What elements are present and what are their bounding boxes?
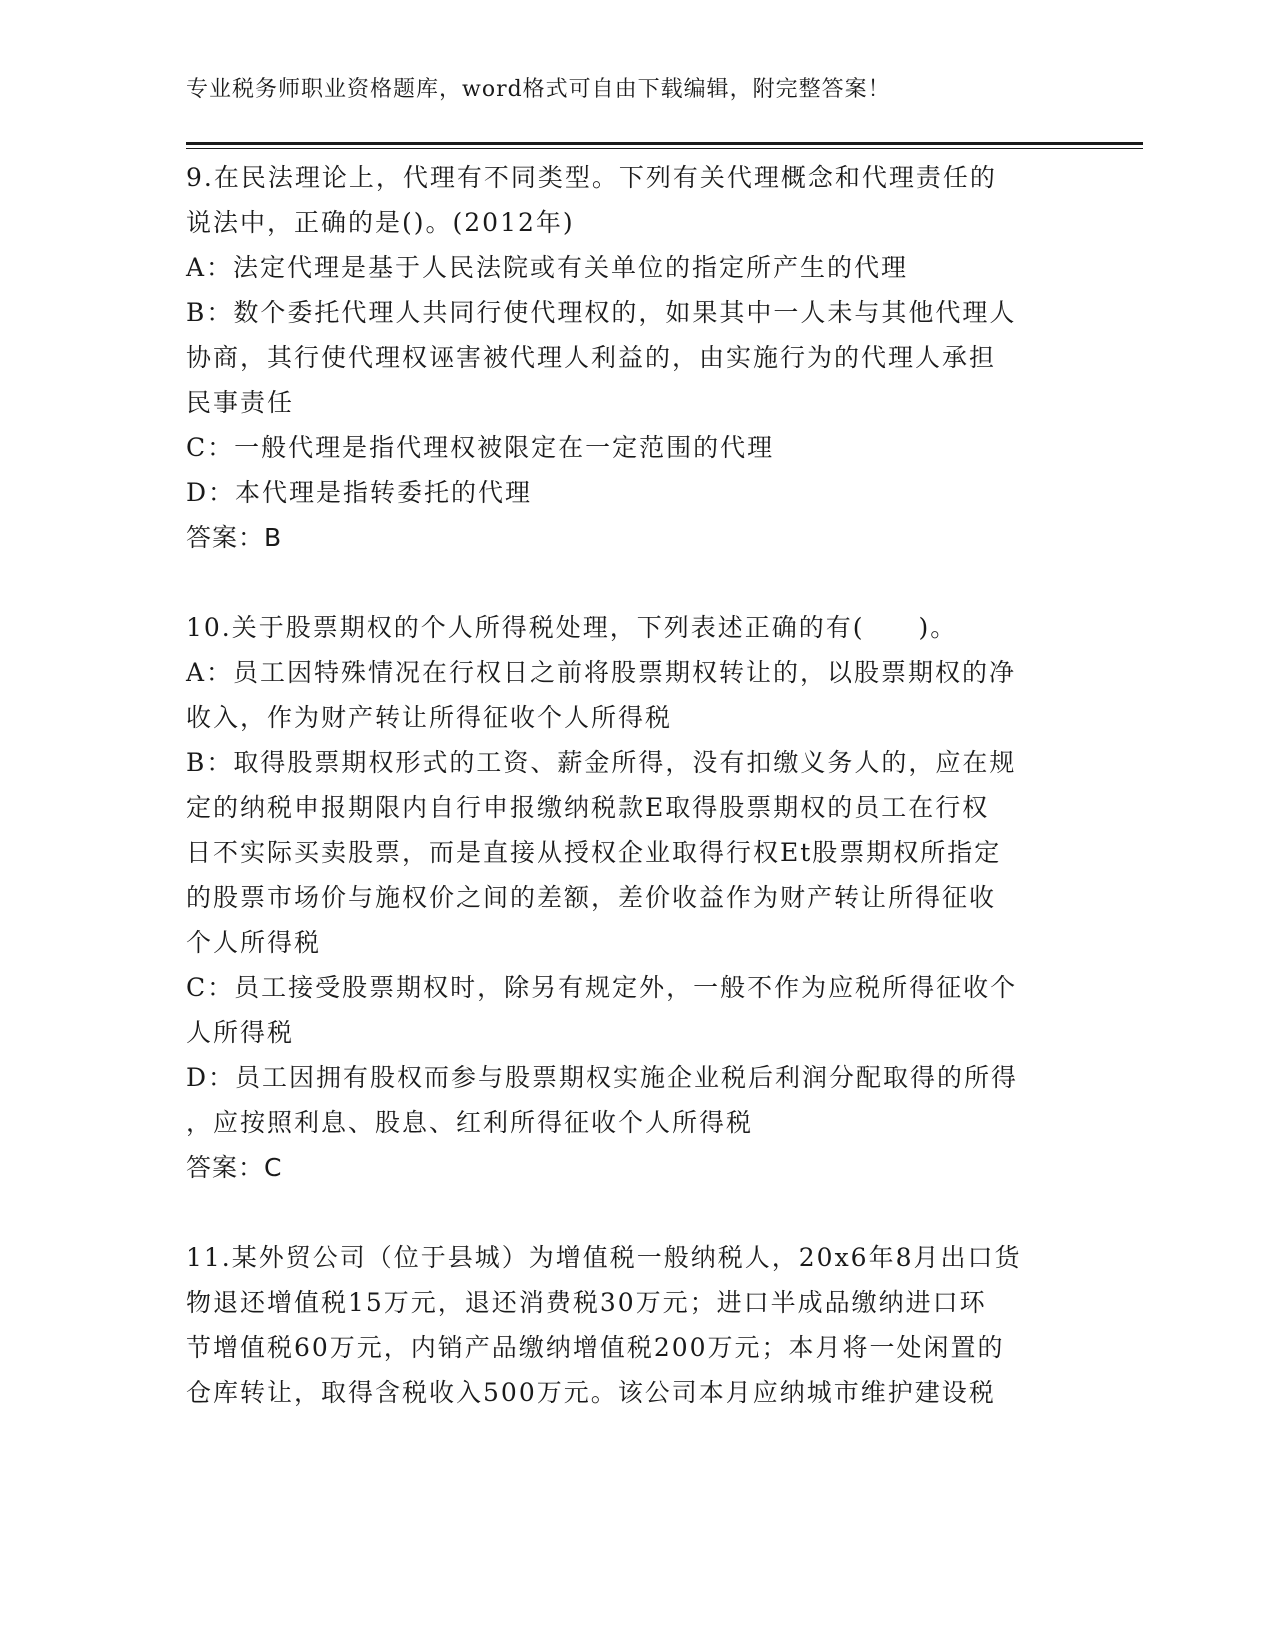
question-line: 9.在民法理论上，代理有不同类型。下列有关代理概念和代理责任的	[186, 163, 997, 192]
question-line: 节增值税60万元，内销产品缴纳增值税200万元；本月将一处闲置的	[186, 1333, 1005, 1362]
answer-label: 答案：C	[186, 1153, 283, 1182]
option-a-cont: 收入，作为财产转让所得征收个人所得税	[186, 703, 673, 732]
option-b: B：取得股票期权形式的工资、薪金所得，没有扣缴义务人的，应在规	[186, 748, 1017, 777]
question-11	[186, 1235, 1066, 1415]
header-rule-thick	[186, 142, 1143, 145]
question-line: 说法中，正确的是()。(2012年)	[186, 208, 575, 237]
option-b-cont: 的股票市场价与施权价之间的差额，差价收益作为财产转让所得征收	[186, 883, 997, 912]
header-rule-thin	[186, 148, 1143, 149]
option-d: D：员工因拥有股权而参与股票期权实施企业税后利润分配取得的所得	[186, 1063, 1019, 1092]
option-b-cont: 个人所得税	[186, 928, 322, 957]
option-b-cont: 日不实际买卖股票，而是直接从授权企业取得行权Et股票期权所指定	[186, 838, 1002, 867]
option-c: C：员工接受股票期权时，除另有规定外，一般不作为应税所得征收个	[186, 973, 1018, 1002]
question-line: 11.某外贸公司（位于县城）为增值税一般纳税人，20x6年8月出口货	[186, 1243, 1022, 1272]
option-b: B：数个委托代理人共同行使代理权的，如果其中一人未与其他代理人	[186, 298, 1017, 327]
option-c: C：一般代理是指代理权被限定在一定范围的代理	[186, 433, 775, 462]
answer-label: 答案：B	[186, 523, 283, 552]
option-c-cont: 人所得税	[186, 1018, 295, 1047]
question-line: 仓库转让，取得含税收入500万元。该公司本月应纳城市维护建设税	[186, 1378, 996, 1407]
question-line: 10.关于股票期权的个人所得税处理，下列表述正确的有( )。	[186, 613, 958, 642]
spacer	[186, 560, 1066, 605]
question-10	[186, 605, 1066, 1190]
option-d-cont: ，应按照利息、股息、红利所得征收个人所得税	[186, 1108, 754, 1137]
question-list	[186, 155, 1066, 1415]
spacer	[186, 1190, 1066, 1235]
page-header: 专业税务师职业资格题库，word格式可自由下载编辑，附完整答案！	[186, 77, 891, 102]
option-b-cont: 协商，其行使代理权诬害被代理人利益的，由实施行为的代理人承担	[186, 343, 997, 372]
option-a: A：法定代理是基于人民法院或有关单位的指定所产生的代理	[186, 253, 909, 282]
option-b-cont: 定的纳税申报期限内自行申报缴纳税款E取得股票期权的员工在行权	[186, 793, 990, 822]
question-9	[186, 155, 1066, 560]
option-a: A：员工因特殊情况在行权日之前将股票期权转让的，以股票期权的净	[186, 658, 1017, 687]
option-d: D：本代理是指转委托的代理	[186, 478, 533, 507]
option-b-cont: 民事责任	[186, 388, 295, 417]
question-line: 物退还增值税15万元，退还消费税30万元；进口半成品缴纳进口环	[186, 1288, 987, 1317]
